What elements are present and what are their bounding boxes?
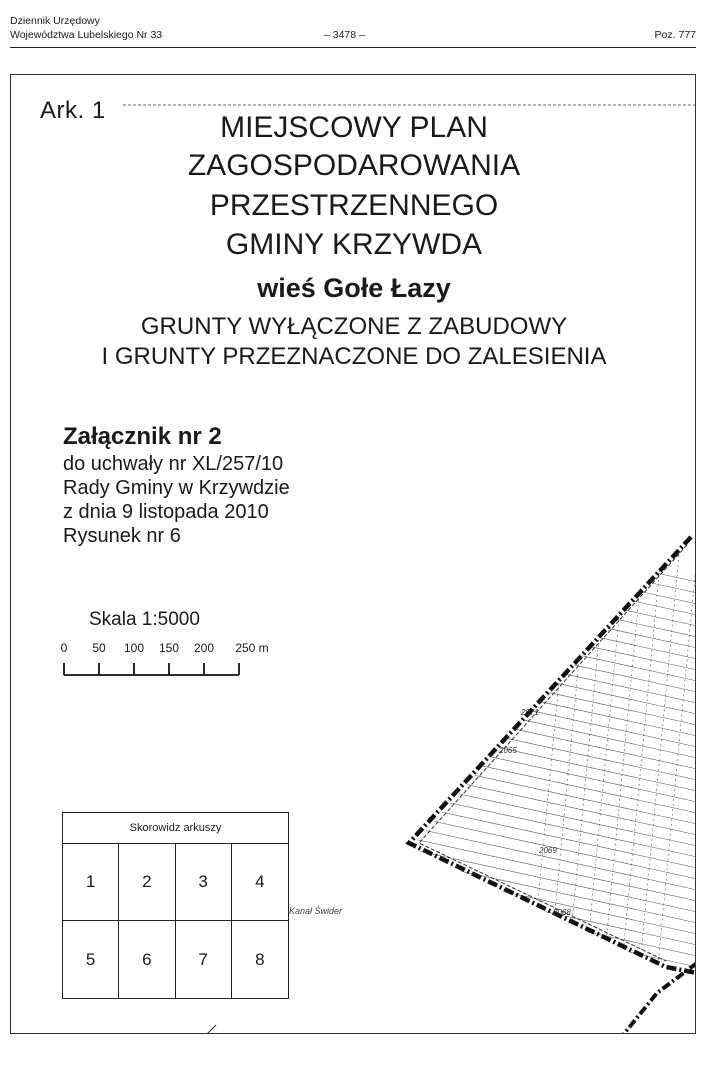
scale-tick: 100 (123, 641, 145, 655)
page-header (10, 14, 696, 50)
parcel-strip-line (391, 999, 696, 1034)
parcel-strip-line (391, 977, 696, 1034)
parcel-strip-line (603, 555, 643, 975)
scale-tick: 50 (92, 641, 106, 655)
parcel-strip-line (391, 515, 696, 585)
sheet-index-cell-2[interactable]: 2 (119, 844, 175, 921)
parcel-label: 2068 (553, 908, 571, 917)
sheet-index-caption: Skorowidz arkuszy (63, 813, 288, 844)
sheet-index-cell-6[interactable]: 6 (119, 921, 175, 998)
sheet-index-cell-4[interactable]: 4 (232, 844, 288, 921)
parcel-strip-line (621, 555, 661, 975)
attachment-heading: Załącznik nr 2 (63, 423, 222, 450)
scale-tick: 200 (193, 641, 215, 655)
publication-name (10, 14, 162, 42)
resolution-number: do uchwały nr XL/257/10 (63, 453, 284, 475)
publication-line-1: Dziennik Urzędowy (10, 15, 100, 27)
title-line-2: ZAGOSPODAROWANIA (187, 149, 521, 182)
title-line-4: GMINY KRZYWDA (225, 228, 483, 261)
subtitle-line-2: I GRUNTY PRZEZNACZONE DO ZALESIENIA (101, 343, 607, 370)
parcel-strip-line (391, 933, 696, 1003)
scale-tick: 0 (60, 641, 68, 655)
place-label: Kanał Świder (289, 906, 343, 916)
village-name: wieś Gołe Łazy (257, 273, 451, 303)
sheet-index-cell-5[interactable]: 5 (63, 921, 119, 998)
scale-bar (64, 663, 239, 675)
map-sheet (10, 74, 696, 1034)
parcel-label: 2071 (521, 708, 539, 717)
area-boundary-inner (419, 545, 687, 961)
drawing-number: Rysunek nr 6 (63, 525, 181, 547)
sheet-index-grid (63, 844, 288, 998)
road-line (206, 1025, 216, 1034)
parcel-strip-line (391, 537, 696, 607)
sheet-index-cell-1[interactable]: 1 (63, 844, 119, 921)
parcel-strip-line (391, 1010, 696, 1034)
parcel-hatching (391, 515, 696, 1034)
parcel-label: 2069 (539, 846, 557, 855)
title-line-3: PRZESTRZENNEGO (209, 189, 499, 222)
parcel-strip-line (391, 944, 696, 1014)
sheet-index-cell-3[interactable]: 3 (176, 844, 232, 921)
sheet-label: Ark. 1 (36, 97, 110, 125)
subtitle-line-1: GRUNTY WYŁĄCZONE Z ZABUDOWY (140, 313, 568, 340)
header-rule (10, 47, 696, 48)
parcel-strip-line (391, 955, 696, 1025)
lower-boundary (623, 963, 696, 1034)
sheet-index (62, 812, 289, 999)
council-name: Rady Gminy w Krzywdzie (63, 477, 290, 499)
resolution-date: z dnia 9 listopada 2010 (63, 501, 269, 523)
title-line-1: MIEJSCOWY PLAN (220, 111, 488, 144)
sheet-index-cell-7[interactable]: 7 (176, 921, 232, 998)
parcel-strip-line (639, 555, 679, 975)
parcel-label: 2065 (499, 746, 517, 755)
page-number: – 3478 – (324, 29, 365, 41)
parcel-strip-line (657, 555, 696, 975)
scale-tick: 250 m (235, 641, 269, 655)
sheet-index-cell-8[interactable]: 8 (255, 949, 265, 969)
attachment-block (63, 425, 290, 548)
position-number: Poz. 777 (654, 29, 696, 41)
parcel-strip-line (391, 988, 696, 1034)
publication-line-2: Województwa Lubelskiego Nr 33 (10, 29, 163, 41)
scale-label: Skala 1:5000 (89, 609, 200, 630)
parcel-strip-line (567, 555, 607, 975)
scale-tick: 150 (158, 641, 180, 655)
